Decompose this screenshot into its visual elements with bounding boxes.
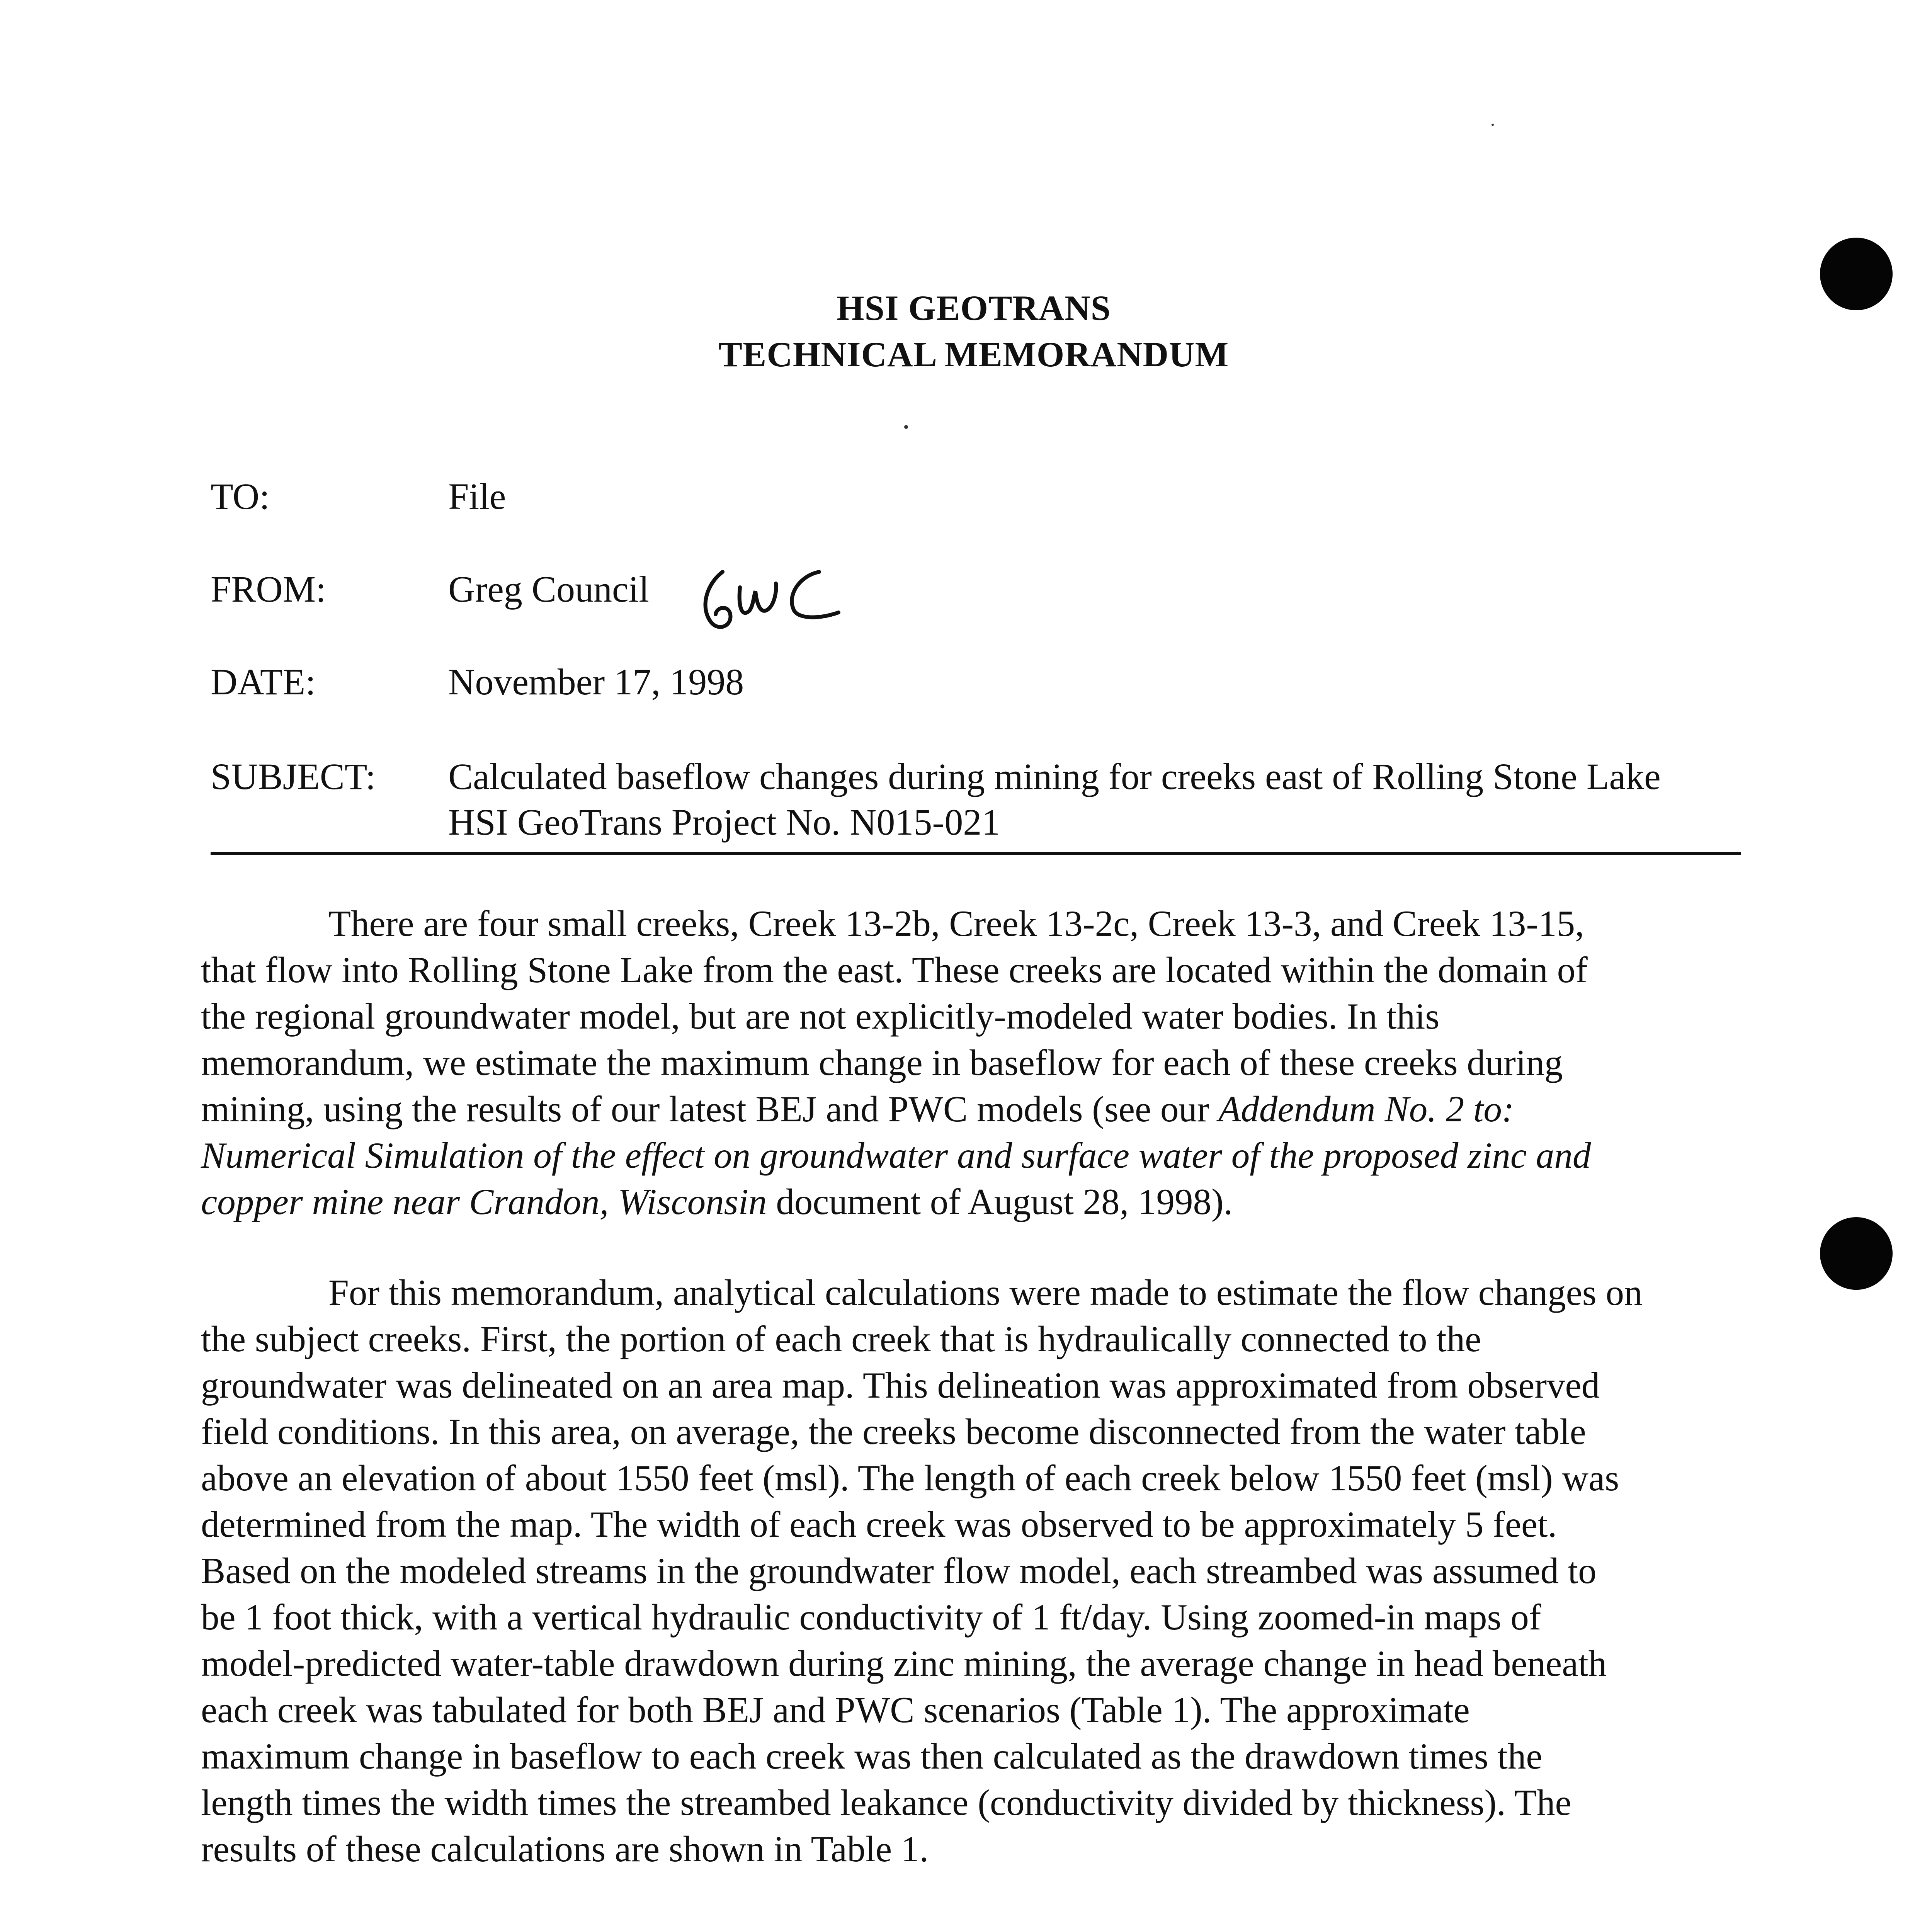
paragraph-line [201, 1132, 1747, 1179]
paragraph-line: be 1 foot thick, with a vertical hydraulic conductivity of 1 ft/day. Using zoomed-in maps of [201, 1597, 1541, 1638]
paragraph-line: For this memorandum, analytical calculations were made to estimate the flow changes on [328, 1272, 1643, 1313]
from-label: FROM: [211, 568, 326, 610]
paragraph-line: maximum change in baseflow to each creek was then calculated as the drawdown times the [201, 1736, 1543, 1777]
subject-label: SUBJECT: [211, 756, 376, 797]
handwritten-signature [696, 560, 842, 638]
paragraph-line: memorandum, we estimate the maximum change in baseflow for each of these creeks during [201, 1042, 1563, 1083]
document-title-italic: Addendum No. 2 to: [1218, 1088, 1514, 1129]
body-paragraph-1 [201, 900, 1747, 1225]
scan-speck [1492, 124, 1494, 126]
binder-hole-middle [1820, 1217, 1893, 1290]
to-label: TO: [211, 476, 270, 517]
paragraph-line: the regional groundwater model, but are not explicitly-modeled water bodies. In this [201, 996, 1440, 1037]
paragraph-line: determined from the map. The width of each creek was observed to be approximately 5 feet. [201, 1504, 1557, 1545]
paragraph-line: length times the width times the streambed leakance (conductivity divided by thickness). The [201, 1782, 1571, 1823]
date-value: November 17, 1998 [448, 661, 744, 702]
date-label: DATE: [211, 661, 316, 702]
paragraph-line: results of these calculations are shown in Table 1. [201, 1828, 929, 1869]
paragraph-line: copper mine near Crandon, Wisconsin document of August 28, 1998). [201, 1181, 1233, 1222]
memo-header-line1: HSI GEOTRANS [837, 288, 1111, 328]
paragraph-line: There are four small creeks, Creek 13-2b, Creek 13-2c, Creek 13-3, and Creek 13-15, [328, 903, 1584, 944]
from-value: Greg Council [448, 568, 649, 610]
paragraph-line: Based on the modeled streams in the groundwater flow model, each streambed was assumed to [201, 1550, 1597, 1591]
to-value: File [448, 476, 506, 517]
header-divider [211, 852, 1741, 855]
subject-line-2: HSI GeoTrans Project No. N015-021 [448, 801, 1000, 843]
paragraph-line: the subject creeks. First, the portion of each creek that is hydraulically connected to the [201, 1318, 1481, 1359]
paragraph-line: each creek was tabulated for both BEJ and PWC scenarios (Table 1). The approximate [201, 1689, 1470, 1730]
paragraph-line: field conditions. In this area, on average, the creeks become disconnected from the water table [201, 1411, 1586, 1452]
paragraph-line: above an elevation of about 1550 feet (msl). The length of each creek below 1550 feet (msl) was [201, 1458, 1619, 1498]
memo-header-line2: TECHNICAL MEMORANDUM [718, 335, 1229, 374]
document-title-italic: copper mine near Crandon, Wisconsin [201, 1181, 767, 1222]
paragraph-line: that flow into Rolling Stone Lake from the east. These creeks are located within the domain of [201, 949, 1588, 990]
subject-line-1: Calculated baseflow changes during mining for creeks east of Rolling Stone Lake [448, 756, 1661, 797]
body-paragraph-2 [201, 1269, 1747, 1872]
paragraph-line: model-predicted water-table drawdown during zinc mining, the average change in head beneath [201, 1643, 1607, 1684]
paragraph-line: mining, using the results of our latest BEJ and PWC models (see our Addendum No. 2 to: [201, 1088, 1514, 1129]
document-title-italic: Numerical Simulation of the effect on groundwater and surface water of the proposed zinc and [201, 1135, 1591, 1176]
scan-speck [904, 425, 908, 429]
paragraph-line: groundwater was delineated on an area map. This delineation was approximated from observed [201, 1365, 1600, 1406]
